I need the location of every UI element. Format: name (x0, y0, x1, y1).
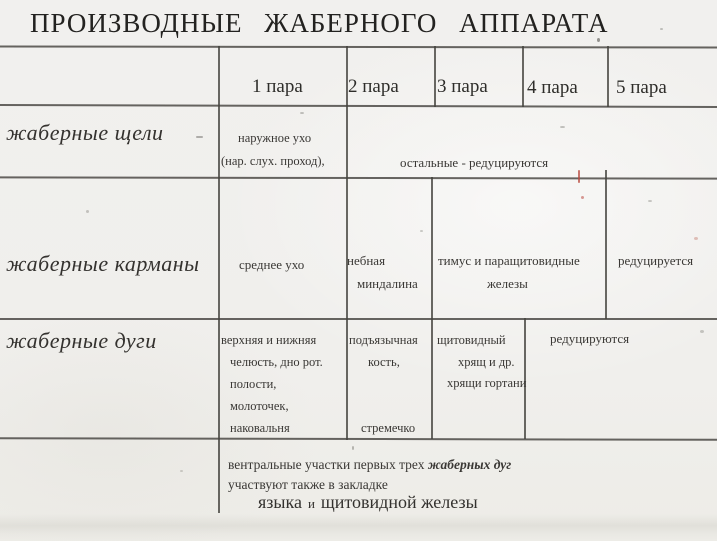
gridline-row3-bottom (0, 437, 717, 441)
scan-speck (420, 230, 423, 232)
gridline-row2-bottom (0, 318, 717, 320)
column-header-1: 1 пара (252, 76, 303, 97)
cell-pouches-pair1: среднее ухо (239, 257, 305, 272)
footnote-line1 (228, 457, 511, 473)
cell-pouches-pair5: редуцируется (618, 253, 694, 268)
scan-speck (648, 200, 652, 202)
scan-speck (660, 28, 663, 30)
gridline-col4-header (607, 46, 609, 107)
cell-arches-pair2-line3: стремечко (361, 421, 416, 435)
footnote-line3 (258, 492, 478, 513)
cell-arches-pair1-line1: верхняя и нижняя (221, 333, 317, 347)
footnote-line1-normal: вентральные участки первых трех (228, 457, 428, 472)
scan-speck (86, 210, 89, 213)
scan-speck (180, 470, 183, 472)
cell-arches-pair1-line2: челюсть, дно рот. (230, 355, 323, 369)
cell-slits-pair1-line1: наружное ухо (238, 131, 312, 145)
cell-pouches-pair34-line2: железы (487, 276, 528, 291)
footnote-word-thyroid: щитовидной железы (320, 492, 478, 512)
pink-speck (694, 237, 698, 240)
gridline-col1 (346, 46, 348, 440)
gridline-col2-body (431, 177, 433, 439)
gridline-col2-header (434, 46, 436, 107)
scan-speck (597, 38, 600, 42)
cell-arches-pair2-line1: подъязычная (349, 333, 418, 347)
cell-slits-rest: остальные - редуцируются (400, 155, 549, 170)
scan-speck (560, 126, 565, 128)
column-header-2: 2 пара (348, 76, 399, 97)
row-label-gill-arches: жаберные дуги (6, 328, 157, 353)
cell-arches-pair3-line1: щитовидный (437, 333, 506, 347)
row-label-gill-slits: жаберные щели (6, 120, 164, 145)
gridline-col3-header (522, 46, 524, 107)
scan-edge-shading (0, 514, 717, 540)
cell-arches-pair1-line5: наковальня (230, 421, 290, 435)
row-label-gill-pouches: жаберные карманы (6, 251, 200, 276)
cell-pouches-pair34-line1: тимус и паращитовидные (438, 253, 580, 268)
column-header-4: 4 пара (527, 77, 578, 98)
cell-pouches-pair2-line2: миндалина (357, 276, 418, 291)
column-header-5: 5 пара (616, 77, 667, 98)
gridline-row1-bottom (0, 176, 717, 179)
footnote-line2: участвуют также в закладке (228, 477, 388, 492)
cell-arches-pair1-line3: полости, (230, 377, 277, 391)
gridline-col4-row2 (605, 170, 607, 319)
column-header-3: 3 пара (437, 76, 488, 97)
scan-speck (352, 446, 354, 450)
footnote-word-tongue: языка (258, 492, 302, 512)
footnote-conjunction: и (307, 496, 315, 511)
cell-arches-pair45: редуцируются (550, 331, 630, 346)
gridline-header-bottom (0, 104, 717, 108)
cell-slits-pair1-line2: (нар. слух. проход), (221, 154, 325, 168)
red-speck (581, 196, 584, 199)
cell-arches-pair1-line4: молоточек, (230, 399, 289, 413)
page-title: ПРОИЗВОДНЫЕ ЖАБЕРНОГО АППАРАТА (30, 8, 609, 38)
cell-pouches-pair2-line1: небная (347, 253, 386, 268)
scan-speck (196, 136, 203, 138)
cell-arches-pair3-line2: хрящ и др. (458, 355, 515, 369)
cell-arches-pair3-line3: хрящи гортани (447, 376, 527, 390)
gridline-labelcol (218, 46, 220, 513)
footnote-line1-emphasis: жаберных дуг (427, 457, 512, 472)
cell-arches-pair2-line2: кость, (368, 355, 400, 369)
scan-speck (700, 330, 704, 333)
scan-speck (300, 112, 304, 114)
red-pen-mark (578, 170, 580, 183)
gridline-table-top (0, 45, 717, 48)
